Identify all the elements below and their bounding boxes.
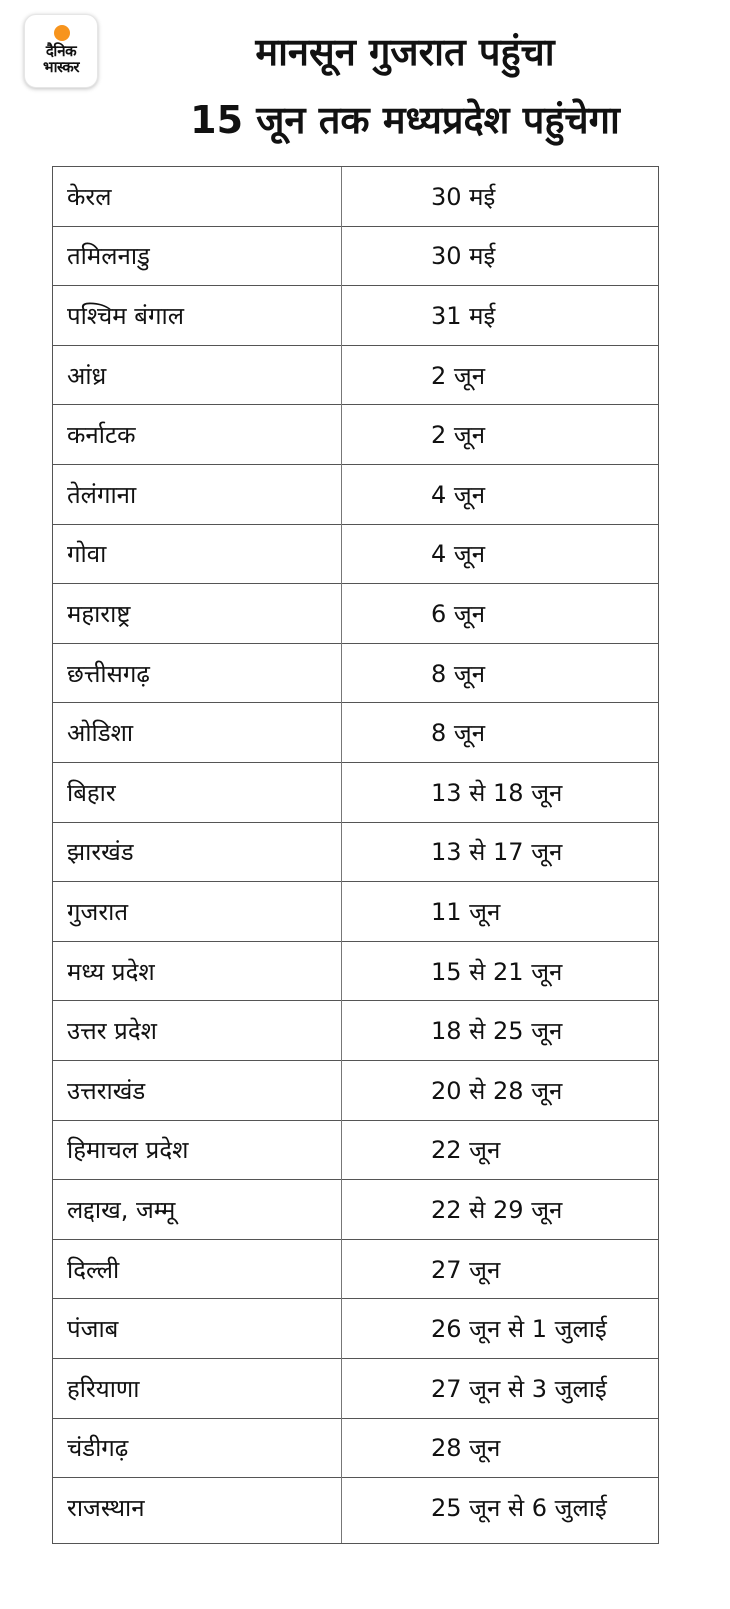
- date-cell: 18 से 25 जून: [431, 1017, 563, 1046]
- date-cell: 6 जून: [431, 599, 486, 628]
- logo-text-line1: दैनिक: [45, 42, 77, 60]
- date-cell: 15 से 21 जून: [431, 957, 563, 986]
- table-row: [53, 1359, 658, 1419]
- table-row: [53, 1240, 658, 1300]
- date-cell: 8 जून: [431, 719, 486, 748]
- table-row: [53, 584, 658, 644]
- headline-line2: 15 जून तक मध्यप्रदेश पहुंचेगा: [190, 98, 620, 142]
- headline-line1: मानसून गुजरात पहुंचा: [255, 30, 555, 74]
- state-cell: चंडीगढ़: [67, 1434, 129, 1463]
- state-cell: गोवा: [67, 540, 107, 569]
- date-cell: 27 जून से 3 जुलाई: [431, 1374, 607, 1403]
- state-cell: तेलंगाना: [67, 480, 137, 509]
- table-row: [53, 227, 658, 287]
- dainik-bhaskar-logo: [24, 14, 98, 88]
- table-row: [53, 167, 658, 227]
- state-cell: हरियाणा: [67, 1374, 140, 1403]
- state-cell: महाराष्ट्र: [67, 599, 131, 628]
- date-cell: 11 जून: [431, 897, 501, 926]
- logo-text-line2: भास्कर: [43, 58, 79, 76]
- date-cell: 25 जून से 6 जुलाई: [431, 1494, 607, 1523]
- table-row: [53, 465, 658, 525]
- state-cell: कर्नाटक: [67, 421, 136, 450]
- state-cell: उत्तराखंड: [67, 1076, 146, 1105]
- table-row: [53, 405, 658, 465]
- table-row: [53, 763, 658, 823]
- state-cell: तमिलनाडु: [67, 242, 150, 271]
- date-cell: 4 जून: [431, 480, 486, 509]
- date-cell: 8 जून: [431, 659, 486, 688]
- date-cell: 26 जून से 1 जुलाई: [431, 1315, 607, 1344]
- table-row: [53, 882, 658, 942]
- state-cell: बिहार: [67, 778, 116, 807]
- table-row: [53, 346, 658, 406]
- table-row: [53, 1478, 658, 1538]
- column-divider: [341, 167, 342, 1543]
- state-cell: पश्चिम बंगाल: [67, 301, 184, 330]
- state-cell: केरल: [67, 182, 112, 211]
- table-row: [53, 703, 658, 763]
- table-row: [53, 1180, 658, 1240]
- state-cell: मध्य प्रदेश: [67, 957, 155, 986]
- state-cell: राजस्थान: [67, 1494, 145, 1523]
- state-cell: हिमाचल प्रदेश: [67, 1136, 189, 1165]
- state-cell: दिल्ली: [67, 1255, 120, 1284]
- table-row: [53, 1001, 658, 1061]
- date-cell: 2 जून: [431, 421, 486, 450]
- state-cell: उत्तर प्रदेश: [67, 1017, 157, 1046]
- table-row: [53, 644, 658, 704]
- date-cell: 31 मई: [431, 301, 496, 330]
- table-row: [53, 525, 658, 585]
- logo-sun-dot: [54, 25, 70, 41]
- monsoon-schedule-table: [52, 166, 659, 1544]
- state-cell: लद्दाख, जम्मू: [67, 1195, 176, 1224]
- table-row: [53, 823, 658, 883]
- state-cell: छत्तीसगढ़: [67, 659, 150, 688]
- table-row: [53, 1299, 658, 1359]
- date-cell: 20 से 28 जून: [431, 1076, 563, 1105]
- table-row: [53, 1061, 658, 1121]
- date-cell: 13 से 17 जून: [431, 838, 563, 867]
- date-cell: 2 जून: [431, 361, 486, 390]
- table-row: [53, 286, 658, 346]
- state-cell: पंजाब: [67, 1315, 119, 1344]
- table-row: [53, 942, 658, 1002]
- date-cell: 30 मई: [431, 242, 496, 271]
- date-cell: 22 जून: [431, 1136, 501, 1165]
- date-cell: 22 से 29 जून: [431, 1195, 563, 1224]
- table-row: [53, 1419, 658, 1479]
- date-cell: 30 मई: [431, 182, 496, 211]
- date-cell: 13 से 18 जून: [431, 778, 563, 807]
- state-cell: आंध्र: [67, 361, 107, 390]
- state-cell: झारखंड: [67, 838, 134, 867]
- state-cell: ओडिशा: [67, 719, 134, 748]
- date-cell: 27 जून: [431, 1255, 501, 1284]
- date-cell: 28 जून: [431, 1434, 501, 1463]
- table-row: [53, 1121, 658, 1181]
- state-cell: गुजरात: [67, 897, 129, 926]
- date-cell: 4 जून: [431, 540, 486, 569]
